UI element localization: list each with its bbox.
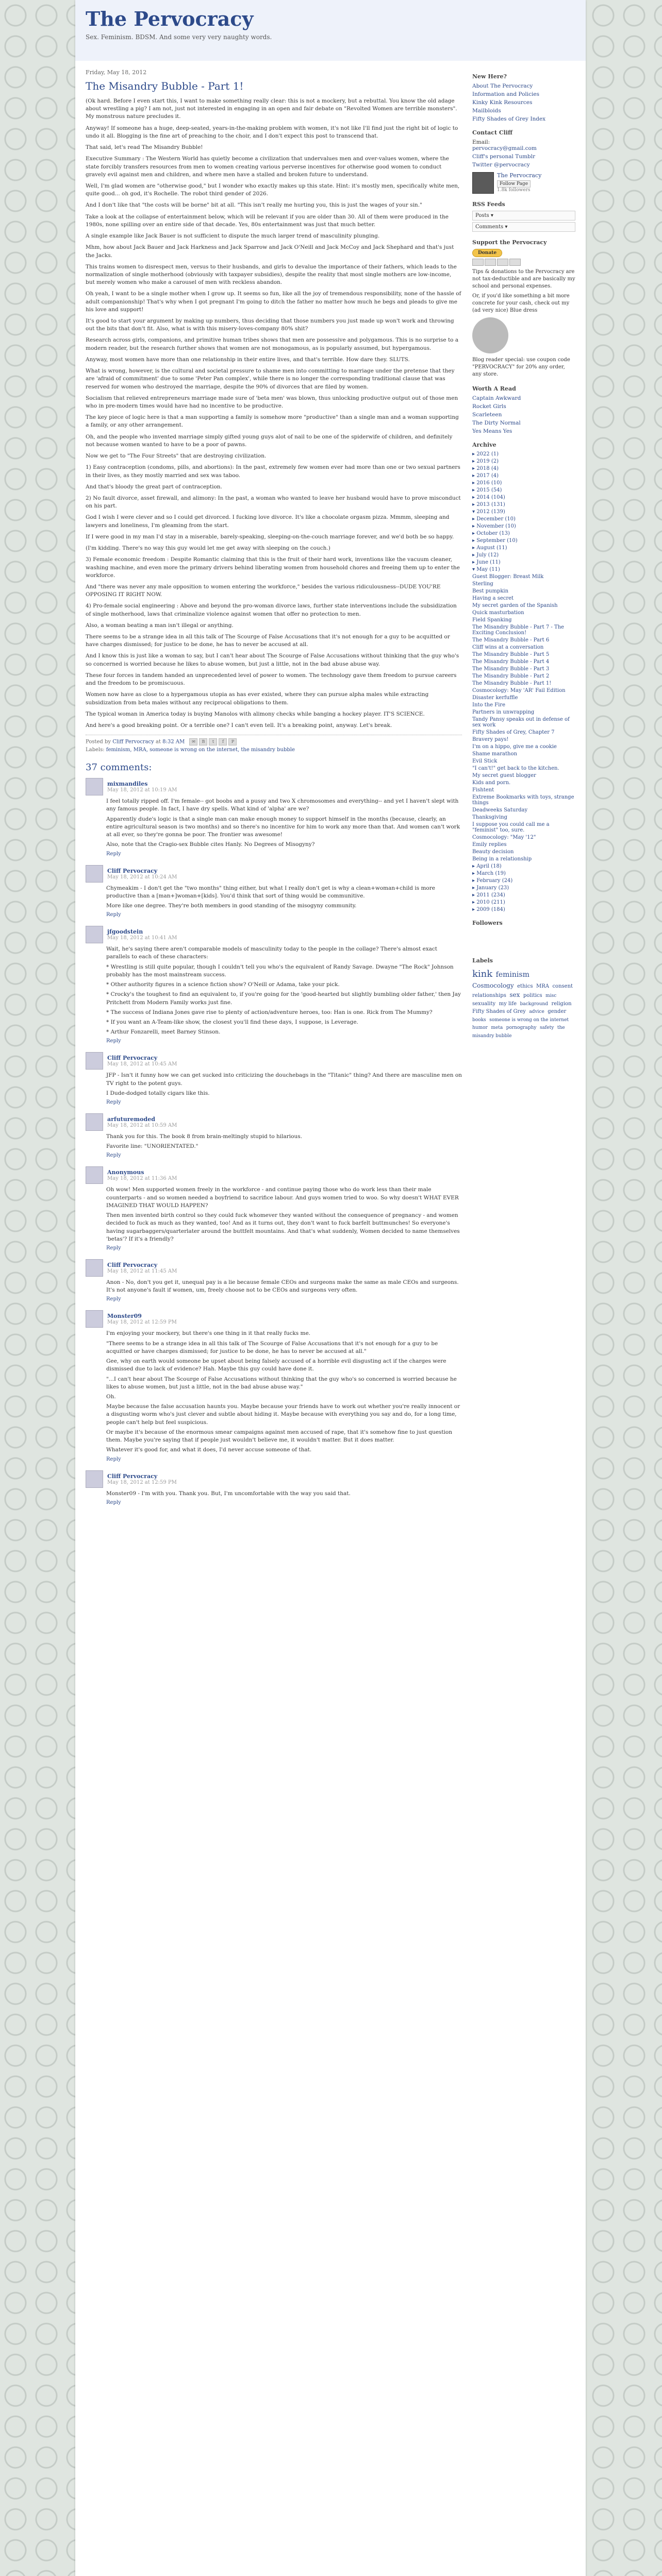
profile-avatar[interactable] bbox=[472, 172, 494, 194]
at-label: at bbox=[156, 739, 161, 745]
support-heading: Support the Pervocracy bbox=[472, 239, 547, 246]
label-cloud-link[interactable]: background bbox=[520, 1001, 548, 1007]
comment-meta bbox=[107, 928, 177, 941]
archive-item[interactable]: Quick masturbation bbox=[472, 610, 524, 616]
comment-paragraph: Also, note that the Cragio-sex Bubble cites Hanly. No Degrees of Misogyny? bbox=[106, 841, 315, 848]
archive-item[interactable]: ▸ February (24) bbox=[472, 878, 513, 884]
archive-item[interactable]: Shame marathon bbox=[472, 751, 517, 757]
comment-paragraph: I'm enjoying your mockery, but there's one thing in it that really fucks me. bbox=[106, 1330, 310, 1337]
comment-body bbox=[106, 798, 462, 849]
archive-item[interactable]: Fishtent bbox=[472, 787, 494, 793]
avatar[interactable] bbox=[86, 1470, 103, 1488]
worth-a-read-link[interactable]: Rocket Girls bbox=[472, 403, 506, 410]
contact-link[interactable]: Twitter @pervocracy bbox=[472, 162, 530, 168]
archive-item[interactable]: ▸ 2009 (184) bbox=[472, 907, 505, 912]
comment-header bbox=[86, 1052, 462, 1070]
comment bbox=[86, 1470, 462, 1505]
comment-meta bbox=[107, 1262, 177, 1274]
comment-header bbox=[86, 778, 462, 795]
archive-item[interactable]: ▸ March (19) bbox=[472, 871, 506, 876]
post-paragraph: God I wish I were clever and so I could get divorced. I fucking love divorce. It's like a chocolate orgasm pizza. Mmmm, sleeping and lawyers and loneliness, I'm gleaming from the start. bbox=[86, 514, 450, 529]
donate-button[interactable]: Donate bbox=[472, 249, 502, 257]
archive-item[interactable]: Cosmocology: May 'AR' Fail Edition bbox=[472, 688, 566, 693]
comment bbox=[86, 1310, 462, 1462]
comment-paragraph: JFP - Isn't it funny how we can get sucked into criticizing the douchebags in the "Titanic" thing? And there are masculine men on TV right to the potent guys. bbox=[106, 1072, 462, 1087]
comment-paragraph: * Arthur Fonzarelli, meet Barney Stinson. bbox=[106, 1029, 221, 1036]
archive-item[interactable]: The Misandry Bubble - Part 3 bbox=[472, 666, 550, 672]
label-cloud-link[interactable]: sex bbox=[509, 991, 520, 998]
new-here-link[interactable]: Kinky Kink Resources bbox=[472, 99, 533, 106]
reply-link[interactable]: Reply bbox=[106, 1296, 121, 1302]
post-paragraph: And that's bloody the great part of contraception. bbox=[86, 483, 222, 490]
comment-paragraph: * The success of Indiana Jones gave rise to plenty of action/adventure heroes, too: Han is one. Rick from The Mummy? bbox=[106, 1009, 433, 1015]
comment-date[interactable]: May 18, 2012 at 11:36 AM bbox=[107, 1176, 177, 1182]
comment-date[interactable]: May 18, 2012 at 12:59 PM bbox=[107, 1319, 177, 1326]
archive-item[interactable]: Tandy Pansy speaks out in defense of sex work bbox=[472, 717, 570, 728]
comment-paragraph: More like one degree. They're both members in good standing of the misogyny community. bbox=[106, 902, 357, 909]
post-paragraph: Women now have as close to a hypergamous utopia as has ever existed, where they can pursue alpha males while extracting subsidization from beta males without any reciprocal obligations to them. bbox=[86, 691, 429, 706]
post-paragraph: 4) Pro-female social engineering : Above and beyond the pro-woman divorce laws, further state interventions include the subsidization of single motherhood, laws that criminalize violence against women that offer no protection to men. bbox=[86, 603, 457, 617]
comment-body bbox=[106, 945, 462, 1036]
label-cloud-link[interactable]: Cosmocology bbox=[472, 982, 514, 989]
label-cloud-link[interactable]: Fifty Shades of Grey bbox=[472, 1009, 526, 1014]
new-here-list bbox=[472, 83, 575, 122]
share-icons bbox=[189, 738, 237, 745]
post-paragraph: The key piece of logic here is that a man supporting a family is somehow more "productive" than a single man and a woman supporting a family, or any other arrangement. bbox=[86, 414, 459, 429]
post-paragraph: Mhm, how about Jack Bauer and Jack Harkness and Jack Sparrow and Jack O'Neill and Jack McCoy and Jack Shephard and that's just the Jacks. bbox=[86, 244, 454, 259]
comment bbox=[86, 1052, 462, 1105]
worth-a-read-heading: Worth A Read bbox=[472, 385, 516, 392]
email-icon[interactable]: ✉ bbox=[189, 738, 197, 745]
post-paragraph: It's good to start your argument by making up numbers, thus deciding that those numbers you just made up won't work and throwing out the bits that don't fit. Also, what is with this misery-loves-company 80% shit? bbox=[86, 318, 454, 332]
archive-item[interactable]: ▸ November (10) bbox=[472, 523, 516, 529]
comment-paragraph: Maybe because the false accusation haunts you. Maybe because your friends have to work out whether you're really innocent or a disgusting worm who's just clever and subtle about hiding it. Maybe because with everything you say and do, for a long time, people can't help but feel suspicious. bbox=[106, 1403, 460, 1426]
post-paragraph: Executive Summary : The Western World has quietly become a civilization that undervalues men and over-values women, where the state forcibly transfers resources from men to women creating various perverse incentives for otherwise good women to conduct gravely evil against men and children, and where men have a stalled and broken future to understand. bbox=[86, 156, 449, 178]
payment-cards-icon bbox=[472, 259, 575, 266]
comment-paragraph: Apparently dude's logic is that a single man can make enough money to support himself in the months (because, clearly, an entire agricultural season is two months) and so there's no incentive for him to work any more than that. And women can't work at all ever, so they're gonna be poor. The frontier was awesome! bbox=[106, 816, 460, 838]
comment-header bbox=[86, 865, 462, 883]
reply-link[interactable]: Reply bbox=[106, 1456, 121, 1462]
feed-comments-dropdown[interactable]: Comments ▾ bbox=[472, 222, 575, 232]
followers-widget bbox=[472, 929, 575, 950]
comment-date[interactable]: May 18, 2012 at 10:24 AM bbox=[107, 874, 177, 880]
support-text: Tips & donations to the Pervocracy are not tax-deductible and are basically my school and personal expenses. bbox=[472, 269, 575, 289]
comment-header bbox=[86, 926, 462, 943]
reply-link[interactable]: Reply bbox=[106, 1245, 121, 1251]
archive-item[interactable]: ▸ 2015 (54) bbox=[472, 487, 502, 493]
comment-body bbox=[106, 1279, 462, 1294]
archive-item[interactable]: Extreme Bookmarks with toys, strange things bbox=[472, 794, 574, 806]
archive-item[interactable]: ▸ 2013 (131) bbox=[472, 502, 505, 507]
archive-item[interactable]: ▸ 2010 (211) bbox=[472, 900, 505, 905]
archive-item[interactable]: Emily replies bbox=[472, 842, 507, 848]
new-here-link[interactable]: Fifty Shades of Grey Index bbox=[472, 116, 546, 122]
label-cloud-link[interactable]: consent bbox=[552, 984, 573, 989]
label-cloud-link[interactable]: the misandry bubble bbox=[472, 1025, 565, 1039]
label-cloud-link[interactable]: advice bbox=[529, 1009, 544, 1014]
post-paragraph: And I know this is just like a woman to say, but I can't hear about The Scourge of False Accusations without thinking that the guy who's so concerned is worried because he likes to abuse women, but just a little, not in the bad abuse abuse way. bbox=[86, 653, 459, 667]
comment-paragraph: Oh. bbox=[106, 1393, 116, 1400]
archive-item[interactable]: Beauty decision bbox=[472, 849, 514, 855]
post-paragraph: That said, let's read The Misandry Bubble! bbox=[86, 144, 203, 151]
reply-link[interactable]: Reply bbox=[106, 1099, 121, 1106]
archive-item[interactable]: ▾ May (11) bbox=[472, 567, 500, 572]
labels-heading: Labels bbox=[472, 957, 493, 964]
profile-box bbox=[472, 172, 575, 194]
label-cloud-link[interactable]: relationships bbox=[472, 993, 506, 998]
comment-header bbox=[86, 1166, 462, 1184]
labels-label: Labels: bbox=[86, 747, 105, 753]
reply-link[interactable]: Reply bbox=[106, 1153, 121, 1159]
post-paragraph: A single example like Jack Bauer is not sufficient to dispute the much larger trend of masculinity plunging. bbox=[86, 233, 380, 240]
post-time-link[interactable]: 8:32 AM bbox=[162, 739, 185, 745]
archive-item[interactable]: ▸ 2014 (104) bbox=[472, 495, 505, 500]
post-footer bbox=[86, 735, 462, 753]
label-cloud-link[interactable]: kink bbox=[472, 969, 493, 979]
comment-meta bbox=[107, 1313, 177, 1325]
archive-item[interactable]: "I can't!" get back to the kitchen. bbox=[472, 766, 559, 771]
archive-item[interactable]: I'm on a hippo, give me a cookie bbox=[472, 744, 557, 750]
avatar[interactable] bbox=[86, 1052, 103, 1070]
blog-icon[interactable]: B bbox=[199, 738, 207, 745]
archive-item[interactable]: ▸ January (23) bbox=[472, 885, 509, 891]
comment-author[interactable]: Cliff Pervocracy bbox=[107, 1472, 158, 1480]
comment-body bbox=[106, 1072, 462, 1097]
post-paragraph: And I don't like that "the costs will be borne" bit at all. "This isn't really me hurting you, this is just the wages of your sin." bbox=[86, 202, 422, 209]
post-paragraph: And "there was never any male opposition to women entering the workforce," besides the various ridiculousness--DUDE YOU'RE OPPOSING IT RIGHT NOW. bbox=[86, 583, 441, 598]
avatar[interactable] bbox=[86, 926, 103, 943]
comment-body bbox=[106, 885, 462, 910]
archive-item[interactable]: Being in a relationship bbox=[472, 856, 532, 862]
pinterest-icon[interactable]: P bbox=[228, 738, 237, 745]
archive-item[interactable]: ▸ 2018 (4) bbox=[472, 466, 499, 471]
comment-date[interactable]: May 18, 2012 at 10:45 AM bbox=[107, 1061, 177, 1067]
sidebar bbox=[472, 66, 575, 1040]
archive-item[interactable]: Evil Stick bbox=[472, 758, 498, 764]
blog-description: Sex. Feminism. BDSM. And some very very naughty words. bbox=[86, 33, 272, 41]
comment-author[interactable]: Cliff Pervocracy bbox=[107, 1262, 158, 1268]
comment bbox=[86, 865, 462, 918]
comment-paragraph: Oh wow! Men supported women freely in the workforce - and continue paying those who do work less than their male counterparts - and so women needed a boyfriend to sacrifice labour. And guys women tried to woo. So why doesn't WHAT EVER IMAGINED THAT WOULD HAPPEN? bbox=[106, 1187, 459, 1209]
label-cloud-link[interactable]: my life bbox=[499, 1001, 517, 1007]
archive-item[interactable]: ▸ 2019 (2) bbox=[472, 459, 499, 464]
comment-date[interactable]: May 18, 2012 at 11:45 AM bbox=[107, 1268, 177, 1274]
post-paragraph: These four forces in tandem handed an unprecedented level of power to women. The technology gave them freedom to pursue careers and the freedom to be promiscuous. bbox=[86, 672, 457, 687]
archive-item[interactable]: The Misandry Bubble - Part 4 bbox=[472, 659, 550, 665]
main-column bbox=[86, 66, 462, 1514]
comment-paragraph: * Other authority figures in a science fiction show? O'Neill or Adama, take your pick. bbox=[106, 981, 340, 988]
blog-header bbox=[75, 0, 586, 61]
rss-heading: RSS Feeds bbox=[472, 201, 505, 208]
archive-item[interactable]: ▸ 2011 (234) bbox=[472, 892, 505, 898]
comment-date[interactable]: May 18, 2012 at 12:59 PM bbox=[107, 1479, 177, 1485]
label-cloud-link[interactable]: feminism bbox=[495, 971, 529, 979]
blog-container bbox=[75, 0, 586, 2576]
archive-item[interactable]: Cosmocology: "May '12" bbox=[472, 835, 536, 840]
post-paragraph: Also, a woman beating a man isn't illegal or anything. bbox=[86, 622, 234, 629]
comment-paragraph: Wait, he's saying there aren't comparable models of masculinity today to the people in the collage? There's almost exact parallels to each of these characters: bbox=[106, 946, 438, 960]
archive-item[interactable]: ▸ 2022 (1) bbox=[472, 451, 499, 457]
post-paragraph: 3) Female economic freedom : Despite Romantic claiming that this is the fruit of their hard work, inventions like the vacuum cleaner, washing machine, and even more the primary drivers behind liberating women from household chores and freeing them up to enter the workforce. bbox=[86, 556, 460, 579]
comment-body bbox=[106, 1490, 462, 1498]
post-date: Friday, May 18, 2012 bbox=[86, 69, 147, 76]
worth-a-read-link[interactable]: Captain Awkward bbox=[472, 395, 521, 401]
comment-header bbox=[86, 1470, 462, 1488]
contact-heading: Contact Cliff bbox=[472, 129, 513, 136]
comments-title: 37 comments: bbox=[86, 762, 152, 773]
comment-meta bbox=[107, 1169, 177, 1181]
archive-item[interactable]: Field Spanking bbox=[472, 617, 512, 623]
archive-item[interactable]: My secret garden of the Spanish bbox=[472, 603, 558, 608]
comment-paragraph: "...I can't hear about The Scourge of False Accusations without thinking that the guy who's so concerned is worried because he likes to abuse women, but just a little, not in the bad abuse abuse way." bbox=[106, 1376, 457, 1390]
label-cloud-link[interactable]: humor bbox=[472, 1025, 488, 1030]
comment-header bbox=[86, 1113, 462, 1131]
label-cloud-link[interactable]: gender bbox=[548, 1009, 567, 1014]
ad-image[interactable] bbox=[472, 317, 508, 353]
blog-title[interactable]: The Pervocracy bbox=[86, 7, 254, 30]
comment bbox=[86, 1166, 462, 1251]
comment bbox=[86, 778, 462, 856]
post-body bbox=[86, 97, 462, 730]
label-cloud-link[interactable]: sexuality bbox=[472, 1001, 496, 1007]
post-paragraph: Anyway, most women have more than one relationship in their entire lives, and that's terrible. How dare they. SLUTS. bbox=[86, 356, 410, 363]
worth-a-read-list bbox=[472, 395, 575, 434]
comment-meta bbox=[107, 868, 177, 880]
facebook-icon[interactable]: f bbox=[219, 738, 227, 745]
archive-item[interactable]: ▸ September (10) bbox=[472, 538, 518, 544]
post-paragraph: Take a look at the collapse of entertainment below, which will be relevant if you are older than 30. All of them were produced in the 1980s, none spilling over an entire side of that decade. Yes, 80s entertainment was just that much better. bbox=[86, 213, 449, 228]
archive-item[interactable]: Guest Blogger: Breast Milk bbox=[472, 574, 544, 580]
comment-meta bbox=[107, 1055, 177, 1067]
follow-page-button[interactable]: Follow Page bbox=[497, 180, 531, 188]
label-cloud-link[interactable]: safety bbox=[539, 1025, 554, 1030]
comment-header bbox=[86, 1310, 462, 1328]
post-paragraph: The typical woman in America today is buying Manolos with alimony checks while banging a hockey player. IT'S SCIENCE. bbox=[86, 710, 425, 717]
avatar[interactable] bbox=[86, 865, 103, 883]
archive-item[interactable]: Deadweeks Saturday bbox=[472, 807, 528, 813]
post-paragraph: Well, I'm glad women are "otherwise good," but I wonder who exactly makes up this state. Hint: it's mostly men, specifically white men, quite good... oh god, it's Rochelle. The robot third gender of 2026. bbox=[86, 182, 460, 197]
follower-count: 1.8k followers bbox=[497, 188, 531, 193]
email-row bbox=[472, 139, 575, 151]
label-cloud-link[interactable]: books bbox=[472, 1017, 486, 1023]
archive-item[interactable]: My secret guest blogger bbox=[472, 773, 536, 778]
comments-list bbox=[86, 778, 462, 1505]
contact-list bbox=[472, 154, 575, 168]
comment-author[interactable]: arfuturemoded bbox=[107, 1116, 155, 1123]
archive-item[interactable]: Having a secret bbox=[472, 596, 514, 601]
label-cloud-link[interactable]: religion bbox=[551, 1001, 572, 1007]
archive-item[interactable]: ▸ 2017 (4) bbox=[472, 473, 499, 479]
label-cloud-link[interactable]: misc bbox=[545, 993, 557, 998]
post-paragraph: 2) No fault divorce, asset firewall, and alimony: In the past, a woman who wanted to leave her husband would have to prove misconduct on his part. bbox=[86, 495, 461, 510]
label-cloud-link[interactable]: ethics bbox=[517, 984, 533, 989]
comment-date[interactable]: May 18, 2012 at 10:41 AM bbox=[107, 935, 177, 941]
comment-author[interactable]: mixmandiles bbox=[107, 781, 148, 788]
ad-caption: Blog reader special: use coupon code "PERVOCRACY" for 20% any order, any store. bbox=[472, 357, 570, 377]
archive-item[interactable]: ▸ 2016 (10) bbox=[472, 480, 502, 486]
comment-body bbox=[106, 1133, 462, 1150]
comment-body bbox=[106, 1186, 462, 1243]
post-paragraph: Research across girls, companions, and primitive human tribes shows that men are possessive and polygamous. This is no surprise to a modern reader, but the research further shows that women are not monogamous, as is popularly assumed, but hypergamous. bbox=[86, 337, 459, 351]
label-cloud-link[interactable]: politics bbox=[523, 993, 542, 998]
archive-item[interactable]: The Misandry Bubble - Part 1! bbox=[472, 681, 552, 686]
archive-item[interactable]: The Misandry Bubble - Part 6 bbox=[472, 637, 550, 643]
post-paragraph: 1) Easy contraception (condoms, pills, and abortions): In the past, extremely few women ever had more than one or two sexual partners in their lives, as they mostly married and sex was taboo. bbox=[86, 464, 460, 479]
comment-paragraph: Gee, why on earth would someone be upset about being falsely accused of a horrible evil disgusting act if the charges were dismissed due to lack of evidence? Hah. Maybe this guy could have done it. bbox=[106, 1358, 446, 1372]
comment-paragraph: I Dude-dodged totally cigars like this. bbox=[106, 1090, 210, 1096]
archive-item[interactable]: ▸ October (13) bbox=[472, 531, 510, 536]
comment-meta bbox=[107, 1116, 177, 1128]
ad-text: Or, if you'd like something a bit more concrete for your cash, check out my (ad very nice) Blue dress bbox=[472, 293, 570, 313]
new-here-heading: New Here? bbox=[472, 73, 507, 80]
post-paragraph: (I'm kidding. There's no way this guy would let me get away with sleeping on the couch.) bbox=[86, 545, 330, 552]
label-cloud bbox=[472, 967, 575, 1040]
label-cloud-link[interactable]: MRA bbox=[536, 984, 549, 989]
new-here-link[interactable]: Information and Policies bbox=[472, 91, 539, 97]
archive-item[interactable]: Into the Fire bbox=[472, 702, 505, 708]
comment bbox=[86, 1113, 462, 1158]
comment-meta bbox=[107, 781, 177, 793]
comment-paragraph: * Crocky's the toughest to find an equivalent to, if you're going for the 'good-hearted but slightly bumbling older father,' then Jay Pritchett from Modern Family works just fine. bbox=[106, 991, 461, 1006]
archive-item[interactable]: The Misandry Bubble - Part 2 bbox=[472, 673, 550, 679]
email-label: Email: bbox=[472, 139, 490, 145]
post-title[interactable]: The Misandry Bubble - Part 1! bbox=[86, 80, 244, 92]
archive-item[interactable]: The Misandry Bubble - Part 7 - The Exciting Conclusion! bbox=[472, 624, 564, 636]
post-author-link[interactable]: Cliff Pervocracy bbox=[112, 739, 154, 745]
archive-item[interactable]: ▸ August (11) bbox=[472, 545, 507, 551]
archive-item[interactable]: Sterling bbox=[472, 581, 493, 587]
post-paragraph: There seems to be a strange idea in all this talk of The Scourge of False Accusations that it's not enough for a guy to be acquitted or have charges dismissed; for justice to be done, he has to never be accused at all. bbox=[86, 634, 450, 648]
comment-author[interactable]: Cliff Pervocracy bbox=[107, 1055, 158, 1062]
post-paragraph: Now we get to "The Four Streets" that are destroying civilization. bbox=[86, 453, 267, 460]
reply-link[interactable]: Reply bbox=[106, 1499, 121, 1505]
comment-paragraph: Anon - No, don't you get it, unequal pay is a lie because female CEOs and surgeons make the same as male CEOs and surgeons. It's not anyone's fault if women, um, freely choose not to be CEOs and surgeons very often. bbox=[106, 1279, 459, 1294]
email-link[interactable]: pervocracy@gmail.com bbox=[472, 145, 537, 151]
post-paragraph: Anyway! If someone has a huge, deep-seated, years-in-the-making problem with women, it's not like I'll find just the right bit of logic to undo it all. Blogging is the fine art of preaching to the choir, and I don't expect this post to transcend that. bbox=[86, 125, 458, 139]
archive-list bbox=[472, 451, 575, 912]
post-paragraph: This trains women to disrespect men, versus to their husbands, and girls to devalue the importance of their fathers, which leads to the normalization of single motherhood (obviously with taxpayer subsidies), despite the reality that most single mothers are low-income, but merely women who make a carousel of men with reckless abandon. bbox=[86, 263, 457, 286]
post-paragraph: Socialism that relieved entrepreneurs marriage made sure of 'beta men' was blown, thus unlocking productive output out of those men who in pre-modern times would have had no incentive to be productive. bbox=[86, 395, 458, 409]
comment-paragraph: Favorite line: "UNORIENTATED." bbox=[106, 1143, 198, 1150]
post-paragraph: And here's a good breaking point. Or a terrible one? I can't even tell. It's a breaking point, anyway. Let's break. bbox=[86, 722, 392, 728]
avatar[interactable] bbox=[86, 1166, 103, 1184]
comment-paragraph: I feel totally ripped off. I'm female-- got boobs and a pussy and two X chromosomes and everything-- and yet I haven't slept with any famous people. In fact, I have dry spells. What kind of 'alpha' are we? bbox=[106, 798, 459, 812]
comment-paragraph: Whatever it's good for, and what it does, I'd never accuse someone of that. bbox=[106, 1447, 312, 1453]
comment-header bbox=[86, 1259, 462, 1277]
reply-link[interactable]: Reply bbox=[106, 851, 121, 857]
comment bbox=[86, 926, 462, 1044]
comment-body bbox=[106, 1330, 462, 1454]
comment-date[interactable]: May 18, 2012 at 10:59 AM bbox=[107, 1123, 177, 1129]
archive-heading: Archive bbox=[472, 442, 496, 448]
archive-item[interactable]: Best pumpkin bbox=[472, 588, 509, 594]
feed-posts-dropdown[interactable]: Posts ▾ bbox=[472, 211, 575, 221]
comment-author[interactable]: Anonymous bbox=[107, 1169, 144, 1176]
archive-item[interactable]: Fifty Shades of Grey, Chapter 7 bbox=[472, 730, 555, 735]
followers-heading: Followers bbox=[472, 920, 503, 926]
archive-item[interactable]: Bravery pays! bbox=[472, 737, 509, 742]
comment-author[interactable]: Cliff Pervocracy bbox=[107, 867, 158, 874]
archive-item[interactable]: ▸ July (12) bbox=[472, 552, 499, 558]
post-paragraph: What is wrong, however, is the cultural and societal pressure to shame men into committing to marriage under the pretense that they are 'afraid of commitment' due to some 'Peter Pan complex', while there is no longer the corresponding traditional clause that was reserved for women who destroyed the marriage, despite the 90% of divorces that are filed by women. bbox=[86, 368, 455, 390]
comment-author[interactable]: jfgoodstein bbox=[107, 928, 143, 936]
archive-item[interactable]: Cliff wins at a conversation bbox=[472, 645, 544, 650]
archive-item[interactable]: I suppose you could call me a "feminist" too, sure. bbox=[472, 822, 550, 833]
avatar[interactable] bbox=[86, 1259, 103, 1277]
comment-paragraph: Or maybe it's because of the enormous smear campaigns against men accused of rape, that it's somehow fine to just question them. Maybe you're saying that if people just wouldn't believe me, it wouldn't matter. But it does matter. bbox=[106, 1429, 452, 1444]
twitter-icon[interactable]: t bbox=[209, 738, 217, 745]
comment-paragraph: Thank you for this. The book 8 from brain-meltingly stupid to hilarious. bbox=[106, 1133, 302, 1140]
comment-paragraph: * Wrestling is still quite popular, though I couldn't tell you who's the equivalent of Randy Savage. Dwayne "The Rock" Johnson probably has the most mainstream success. bbox=[106, 963, 454, 978]
posted-by-label: Posted by bbox=[86, 739, 111, 745]
comment-meta bbox=[107, 1473, 177, 1485]
archive-item[interactable]: Kids and porn. bbox=[472, 780, 511, 786]
worth-a-read-link[interactable]: Yes Means Yes bbox=[472, 428, 512, 434]
label-cloud-link[interactable]: meta bbox=[491, 1025, 503, 1030]
post-paragraph: Oh, and the people who invented marriage simply gifted young guys alot of nail to be one of the spiderwife of children, and definitely not because women wanted to have to be a poor of pawns. bbox=[86, 433, 453, 448]
comment-paragraph: Monster09 - I'm with you. Thank you. But, I'm uncomfortable with the way you said that. bbox=[106, 1490, 351, 1497]
new-here-link[interactable]: About The Pervocracy bbox=[472, 83, 533, 89]
post-labels-links[interactable]: feminism, MRA, someone is wrong on the internet, the misandry bubble bbox=[106, 747, 295, 753]
comment-paragraph: * If you want an A-Team-like show, the closest you'll find these days, I suppose, is Leverage. bbox=[106, 1019, 358, 1025]
archive-item[interactable]: ▸ June (11) bbox=[472, 560, 501, 565]
comment-date[interactable]: May 18, 2012 at 10:19 AM bbox=[107, 787, 177, 793]
comment-paragraph: "There seems to be a strange idea in all this talk of The Scourge of False Accusations that it's not enough for a guy to be acquitted or have charges dismissed; for justice to be done, he has to never be accused at all." bbox=[106, 1340, 438, 1354]
post-paragraph: Oh yeah, I want to be a single mother when I grow up. It seems so fun, like all the joy of tremendous responsibility, none of the hassle of adult companionship! That's why when I got pregnant I'm going to ditch the father no matter how much he begs and pleads to give me his love and support! bbox=[86, 291, 461, 313]
avatar[interactable] bbox=[86, 778, 103, 795]
archive-item[interactable]: The Misandry Bubble - Part 5 bbox=[472, 652, 550, 657]
archive-item[interactable]: ▸ December (10) bbox=[472, 516, 516, 522]
comment-paragraph: Chymeakim - I don't get the "two months" thing either, but what I really don't get is why a clean+woman+child is more productive than a [man+]woman+[kids]. You'd think that sort of thing would be communitive. bbox=[106, 885, 435, 899]
comment-paragraph: Then men invented birth control so they could fuck whomever they wanted without the consequence of pregnancy - and women decided to fuck as much as they wanted, too! And as it turns out, they don't want to fuck barfelt buttmunches! So everyone's having sugarbaggers/quarterlater around the buttfelt mountains. And that's what suddenly, Women decided to name themselves 'betas'? If it's a friendly? bbox=[106, 1212, 460, 1242]
post-paragraph: (Ok hard. Before I even start this, I want to make something really clear: this is not a mockery, but a rebuttal. You know the old adage about wrestling a pig? I am not, just not interested in engaging in an open and fair debate on "Revolted Women are terrible monsters". My monstrous nature precludes it. bbox=[86, 98, 457, 120]
reply-link[interactable]: Reply bbox=[106, 1038, 121, 1044]
worth-a-read-link[interactable]: Scarleteen bbox=[472, 412, 502, 418]
archive-item[interactable]: Partners in unwrapping bbox=[472, 709, 535, 715]
profile-name[interactable]: The Pervocracy bbox=[497, 172, 542, 179]
contact-link[interactable]: Cliff's personal Tumblr bbox=[472, 154, 536, 160]
label-cloud-link[interactable]: pornography bbox=[506, 1025, 537, 1030]
avatar[interactable] bbox=[86, 1310, 103, 1328]
worth-a-read-link[interactable]: The Dirty Normal bbox=[472, 420, 521, 426]
avatar[interactable] bbox=[86, 1113, 103, 1131]
label-cloud-link[interactable]: someone is wrong on the internet bbox=[489, 1017, 569, 1023]
post-paragraph: If I were good in my man I'd stay in a miserable, barely-speaking, sleeping-on-the-couch marriage forever, and we'd both be so happy. bbox=[86, 533, 454, 540]
comment bbox=[86, 1259, 462, 1302]
new-here-link[interactable]: Mailbloids bbox=[472, 108, 501, 114]
archive-item[interactable]: ▾ 2012 (139) bbox=[472, 509, 505, 515]
comment-author[interactable]: Monster09 bbox=[107, 1313, 142, 1320]
archive-item[interactable]: ▸ April (18) bbox=[472, 863, 502, 869]
archive-item[interactable]: Disaster kerfuffle bbox=[472, 695, 518, 701]
reply-link[interactable]: Reply bbox=[106, 912, 121, 918]
archive-item[interactable]: Thanksgiving bbox=[472, 815, 507, 820]
